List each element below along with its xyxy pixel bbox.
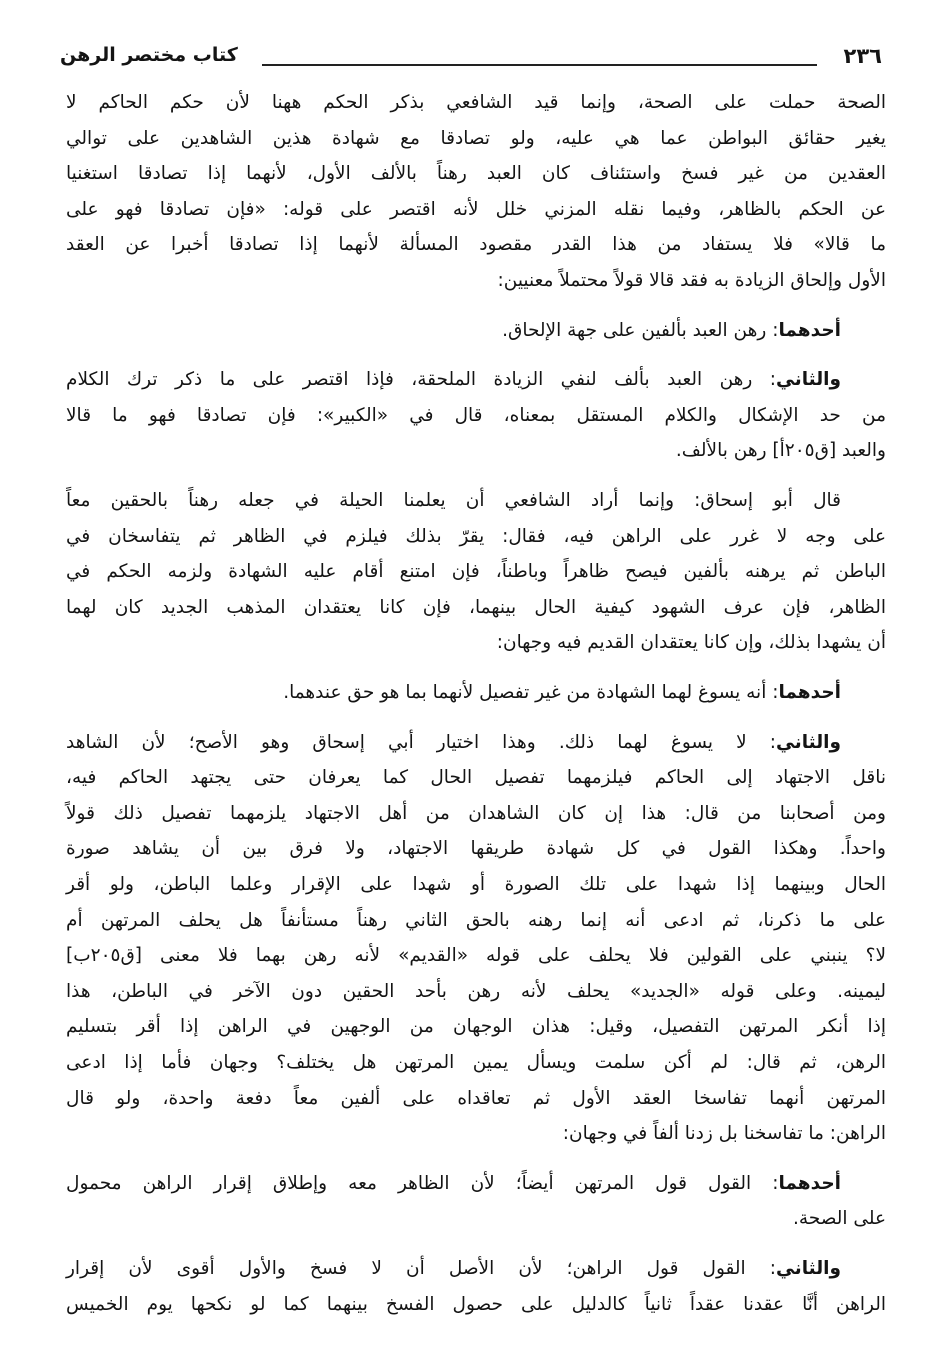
- line-text: ليمينه. وعلى قوله «الجديد» يحلف لأنه رهن بأحد الحقين دون الآخر في الباطن، هذا: [66, 980, 886, 1002]
- text-line: [66, 194, 886, 226]
- text-line: [66, 1253, 841, 1285]
- line-text: : رهن العبد بألفين على جهة الإلحاق.: [502, 319, 779, 341]
- text-line: [66, 87, 886, 119]
- line-text: الحال وبينهما إذا شهدا على تلك الصورة أو شهدا على الإقرار وعلما الباطن، ولو أقر: [66, 874, 886, 895]
- line-text: ما قالا» فلا يستفاد من هذا القدر مقصود المسألة لأنهما إذا تصادقا أخبرا عن العقد: [66, 234, 886, 256]
- text-line: [66, 592, 886, 624]
- line-text: الصحة حملت على الصحة، وإنما قيد الشافعي بذكر الحكم ههنا لأن حكم الحاكم لا: [66, 92, 886, 113]
- text-line: [66, 1083, 886, 1115]
- line-text: الباطن ثم يرهنه بألفين فيصح ظاهراً وباطناً، فإن امتنع أقام عليه الشهادة ولزمه الحكم في: [66, 561, 886, 583]
- text-line: [66, 869, 886, 901]
- header-rule: [262, 64, 817, 66]
- line-text: الرهن، ثم قال: لم أكن سلمت ويسأل يمين المرتهن هل يختلف؟ وجهان فأما إذا ادعى: [66, 1052, 886, 1073]
- paragraph-lead-word: والثاني: [776, 369, 841, 391]
- text-line: [66, 158, 886, 190]
- line-text: إذا أنكر المرتهن التفصيل، وقيل: هذان الوجهان من الوجهين في الراهن إذا أقر بتسليم: [66, 1016, 886, 1038]
- line-text: ناقل الاجتهاد إلى الحاكم فيلزمهما تفصيل الحال كما يعرفان حتى يجتهد الحاكم فيه،: [66, 767, 886, 789]
- text-line: [66, 315, 841, 347]
- paragraph-lead-word: والثاني: [776, 1258, 841, 1279]
- line-text: ومن أصحابنا من قال: هذا إن كان الشاهدان من أهل الاجتهاد يلزمهما تفصيل ذلك قولاً: [66, 802, 886, 824]
- paragraph-lead-word: والثاني: [776, 731, 841, 753]
- text-line: [66, 905, 886, 937]
- line-text: على ما ذكرنا، ثم ادعى أنه إنما رهنه بالحق الثاني رهناً مستأنفاً هل يحلف المرتهن أم: [66, 909, 886, 931]
- text-line: [66, 521, 886, 553]
- line-text: الراهن: ما تفاسخنا بل زدنا ألفاً في وجهان:: [562, 1123, 886, 1145]
- line-text: واحداً. وهكذا القول في كل شهادة طريقها الاجتهاد، ولا فرق بين أن يشاهد صورة: [66, 838, 886, 860]
- line-text: : رهن العبد بألف لنفي الزيادة الملحقة، فإذا اقتصر على ما ذكر ترك الكلام: [66, 369, 777, 391]
- line-text: عن الحكم بالظاهر، وفيما نقله المزني خلل لأنه اقتصر على قوله: «فإن تصادقا فهو على: [66, 198, 886, 220]
- running-title: كتاب مختصر الرهن: [60, 44, 238, 66]
- text-line: [66, 1047, 886, 1079]
- text-line: [66, 762, 886, 794]
- paragraph-lead-word: أحدهما: [778, 319, 841, 341]
- line-text: العقدين من غير فسخ واستئناف كان العبد رهناً بالألف الأول، لأنهما إذا تصادقا استغنيا: [66, 163, 886, 185]
- line-text: أن يشهدا بذلك، وإن كانا يعتقدان القديم فيه وجهان:: [496, 632, 886, 654]
- text-line: [66, 976, 886, 1008]
- line-text: يغير حقائق البواطن عما هي عليه، ولو تصادقا مع شهادة هذين الشاهدين على توالي: [66, 127, 886, 149]
- line-text: على وجه لا غرر على الراهن فيه، فقال: يقرّ بذلك فيلزم في الظاهر ثم يتفاسخان في: [66, 525, 886, 547]
- text-line: [66, 1118, 886, 1150]
- text-line: [66, 265, 886, 297]
- line-text: قال أبو إسحاق: وإنما أراد الشافعي أن يعلمنا الحيلة في جعله رهناً بالحقين معاً: [66, 490, 841, 511]
- text-line: [66, 123, 886, 155]
- line-text: : القول قول الراهن؛ لأن الأصل أن لا فسخ والأول أقوى لأن إقرار: [66, 1258, 777, 1279]
- paragraph-lead-word: أحدهما: [778, 682, 841, 703]
- page-number: ٢٣٦: [843, 44, 882, 68]
- text-line: [66, 364, 841, 396]
- text-line: [66, 1203, 886, 1235]
- text-line: [66, 940, 886, 972]
- text-line: [66, 556, 886, 588]
- line-text: الظاهر، فإن عرف الشهود كيفية الحال بينهما، فإن كانا يعتقدان المذهب الجديد كان لهما: [66, 596, 886, 618]
- text-line: [66, 1289, 886, 1321]
- text-line: [66, 1011, 886, 1043]
- line-text: : أنه يسوغ لهما الشهادة من غير تفصيل لأنهما بما هو حق عندهما.: [283, 682, 779, 703]
- text-line: [66, 485, 841, 517]
- text-line: [66, 435, 886, 467]
- paragraph-lead-word: أحدهما: [778, 1172, 841, 1194]
- line-text: المرتهن أنهما تفاسخا العقد الأول ثم تعاقداه على ألفين معاً دفعة واحدة، ولو قال: [66, 1087, 886, 1109]
- text-line: [66, 727, 841, 759]
- line-text: لا؟ ينبني على القولين فلا يحلف على قوله «القديم» لأنه رهن بهما فلا معنى [ق٢٠٥ب]: [66, 945, 886, 967]
- line-text: : لا يسوغ لهما ذلك. وهذا اختيار أبي إسحاق وهو الأصح؛ لأن الشاهد: [66, 731, 777, 753]
- text-line: [66, 1168, 841, 1200]
- line-text: والعبد [ق٢٠٥أ] رهن بالألف.: [675, 440, 886, 462]
- text-line: [66, 798, 886, 830]
- text-line: [66, 833, 886, 865]
- text-line: [66, 627, 886, 659]
- text-line: [66, 677, 841, 709]
- line-text: : القول قول المرتهن أيضاً؛ لأن الظاهر معه وإطلاق إقرار الراهن محمول: [66, 1172, 779, 1194]
- text-line: [66, 229, 886, 261]
- line-text: على الصحة.: [792, 1208, 886, 1230]
- text-line: [66, 400, 886, 432]
- line-text: الأول وإلحاق الزيادة به فقد قالا قولاً محتملاً معنيين:: [497, 270, 886, 291]
- line-text: من حد الإشكال والكلام المستقل بمعناه، قال في «الكبير»: فإن تصادقا فهو ما قالا: [66, 404, 886, 426]
- line-text: الراهن أنَّا عقدنا عقداً ثانياً كالدليل على حصول الفسخ بينهما كما لو نكحها يوم الخميس: [66, 1293, 886, 1315]
